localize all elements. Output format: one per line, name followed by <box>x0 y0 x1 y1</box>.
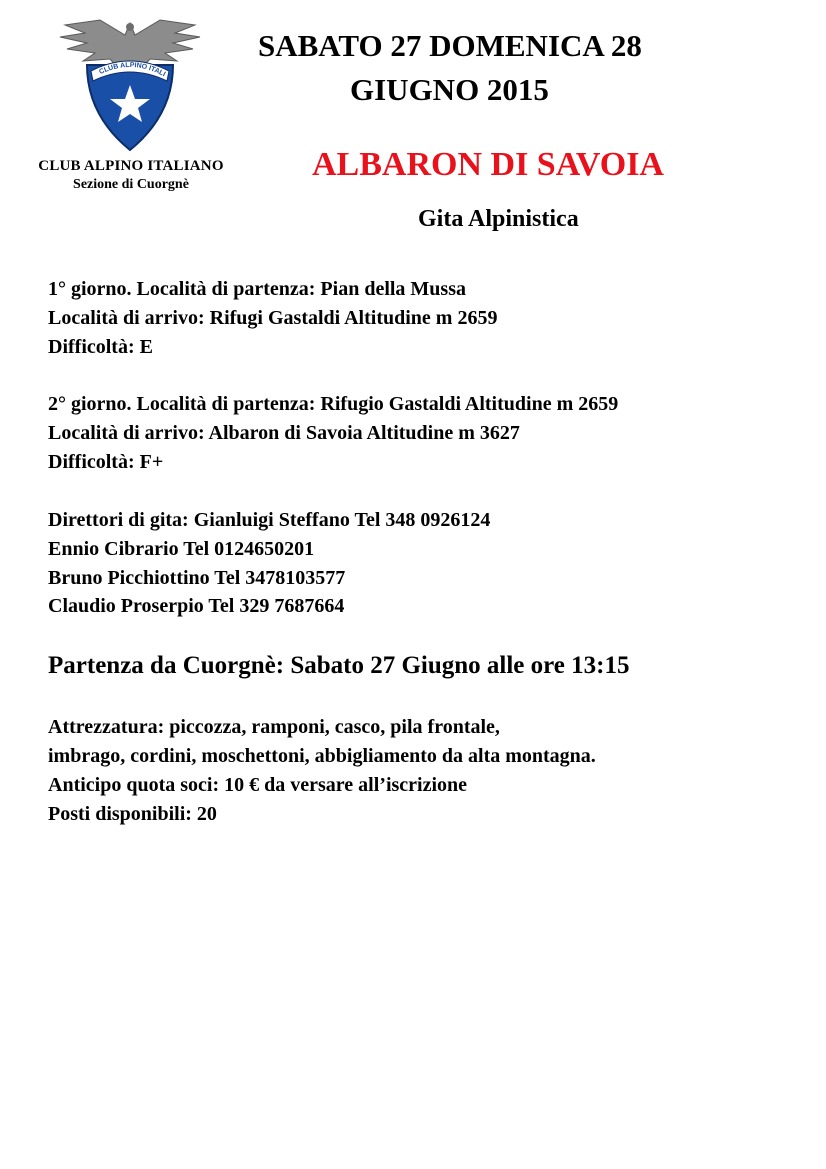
fee-line: Anticipo quota soci: 10 € da versare all’iscrizione <box>48 774 468 796</box>
seats-line: Posti disponibili: 20 <box>48 803 217 825</box>
svg-text:CLUB ALPINO ITALIANO: CLUB ALPINO ITALI <box>98 61 167 79</box>
directors-line-4: Claudio Proserpio Tel 329 7687664 <box>48 595 345 617</box>
day2-arrival: Località di arrivo: Albaron di Savoia Altitudine m 3627 <box>48 422 520 444</box>
cai-eagle-shield-icon <box>55 15 205 155</box>
equipment-line-1: Attrezzatura: piccozza, ramponi, casco, pila frontale, <box>48 716 500 738</box>
directors-line-1: Direttori di gita: Gianluigi Steffano Tel 348 0926124 <box>48 509 491 531</box>
directors-line-2: Ennio Cibrario Tel 0124650201 <box>48 538 315 560</box>
day2-departure: 2° giorno. Località di partenza: Rifugio Gastaldi Altitudine m 2659 <box>48 393 619 415</box>
event-date-line-2: GIUGNO 2015 <box>350 72 549 107</box>
day2-difficulty: Difficoltà: F+ <box>48 451 164 473</box>
org-name: CLUB ALPINO ITALIANO <box>38 158 224 174</box>
day1-departure: 1° giorno. Località di partenza: Pian della Mussa <box>48 278 466 300</box>
trip-type: Gita Alpinistica <box>418 206 579 232</box>
destination-title: ALBARON DI SAVOIA <box>312 146 664 183</box>
org-section: Sezione di Cuorgnè <box>73 177 189 192</box>
directors-line-3: Bruno Picchiottino Tel 3478103577 <box>48 567 346 589</box>
day1-arrival: Località di arrivo: Rifugi Gastaldi Altitudine m 2659 <box>48 307 498 329</box>
day1-difficulty: Difficoltà: E <box>48 336 153 358</box>
event-date-line-1: SABATO 27 DOMENICA 28 <box>258 28 642 63</box>
equipment-line-2: imbrago, cordini, moschettoni, abbigliamento da alta montagna. <box>48 745 596 767</box>
cai-logo <box>55 15 205 155</box>
departure-info: Partenza da Cuorgnè: Sabato 27 Giugno alle ore 13:15 <box>48 652 630 679</box>
